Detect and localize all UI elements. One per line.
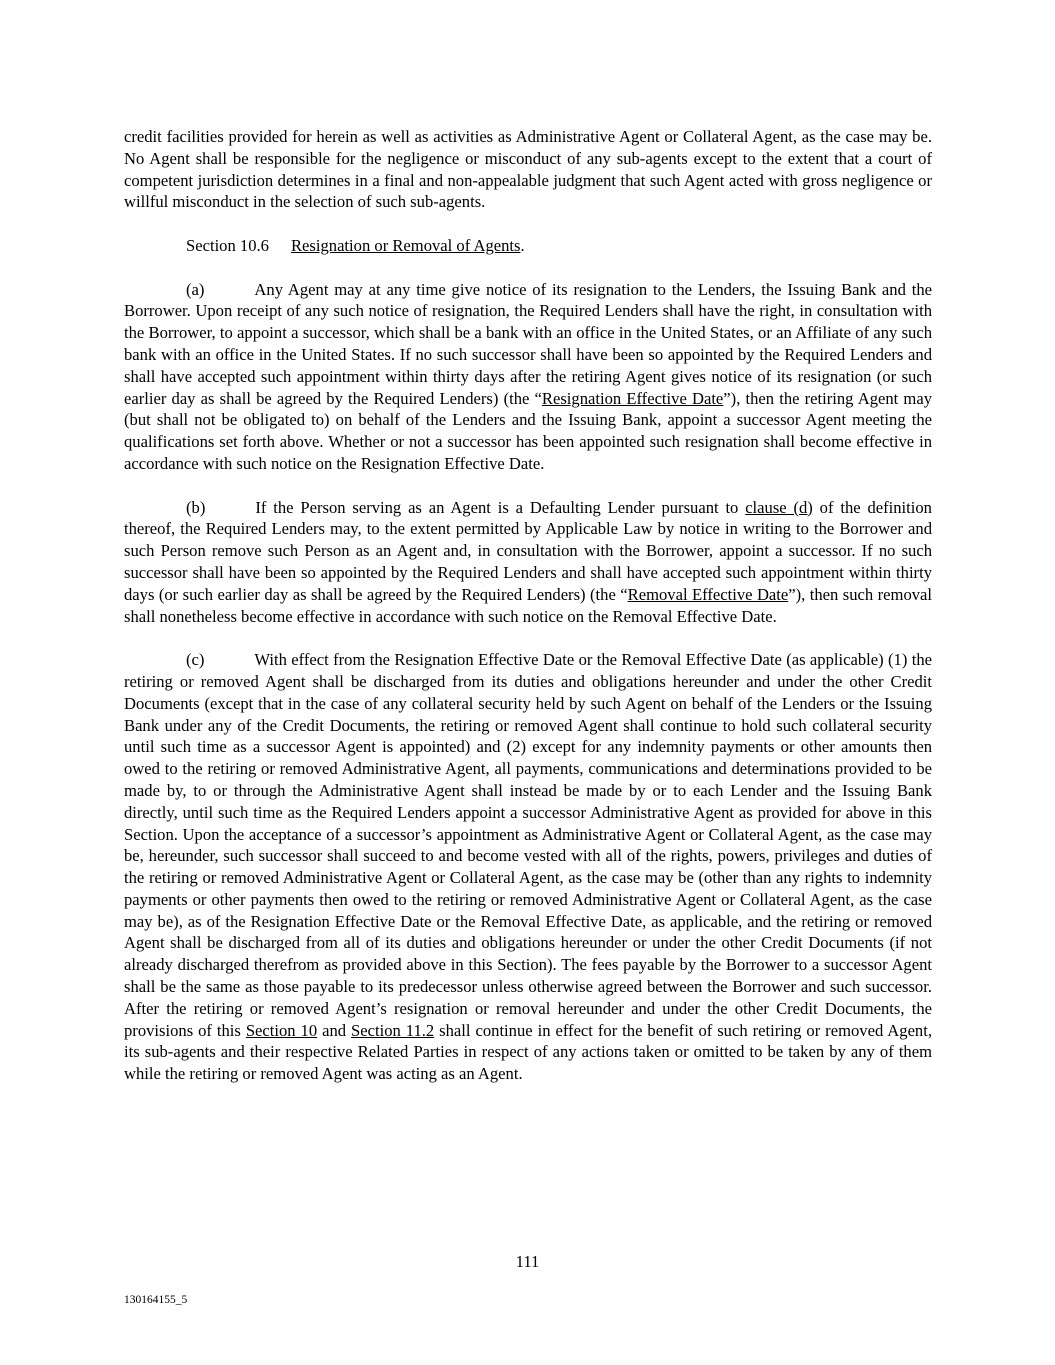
paragraph-c <box>124 649 932 1085</box>
paragraph-b-text-1: If the Person serving as an Agent is a Defaulting Lender pursuant to <box>255 497 746 517</box>
document-body <box>124 126 932 1085</box>
section-title-suffix: . <box>520 235 525 255</box>
section-title: Resignation or Removal of Agents <box>290 235 521 255</box>
paragraph-c-label: (c) <box>186 650 205 670</box>
section-11-2-reference: Section 11.2 <box>351 1020 435 1040</box>
continuation-text: credit facilities provided for herein as well as activities as Administrative Agent or Collateral Agent, as the case may be. No Agent shall be responsible for the negligence or misconduct of any sub-agents except to the extent that a court of competent jurisdiction determines in a final and non-appealable judgment that such Agent acted with gross negligence or willful misconduct in the selection of such sub-agents. <box>124 127 932 212</box>
section-heading <box>124 235 932 257</box>
section-number: Section 10.6 <box>186 235 269 255</box>
paragraph-c-text-1: With effect from the Resignation Effective Date or the Removal Effective Date (as applicable) (1) the retiring or removed Agent shall be discharged from its duties and obligations hereunder and under the other Credit Documents (except that in the case of any collateral security held by such Agent on behalf of the Lenders or the Issuing Bank under any of the Credit Documents, the retiring or removed Agent shall continue to hold such collateral security until such time as a successor Agent is appointed) and (2) except for any indemnity payments or other amounts then owed to the retiring or removed Administrative Agent, all payments, communications and determinations provided to be made by, to or through the Administrative Agent shall instead be made by or to each Lender and the Issuing Bank directly, until such time as the Required Lenders appoint a successor Administrative Agent as provided for above in this Section. Upon the acceptance of a successor’s appointment as Administrative Agent or Collateral Agent, as the case may be, hereunder, such successor shall succeed to and become vested with all of the rights, powers, privileges and duties of the retiring or removed Administrative Agent or Collateral Agent, as the case may be (other than any rights to indemnity payments or other payments then owed to the retiring or removed Administrative Agent or Collateral Agent, as the case may be), as of the Resignation Effective Date or the Removal Effective Date, as applicable, and the retiring or removed Agent shall be discharged from all of its duties and obligations hereunder or under the other Credit Documents (if not already discharged therefrom as provided above in this Section). The fees payable by the Borrower to a successor Agent shall be the same as those payable to its predecessor unless otherwise agreed between the Borrower and such successor. After the retiring or removed Agent’s resignation or removal hereunder and under the other Credit Documents, the provisions of this <box>124 650 932 1040</box>
paragraph-a-label: (a) <box>186 279 205 299</box>
page-number: 111 <box>515 1252 540 1271</box>
paragraph-b <box>124 497 932 628</box>
paragraph-c-text-2: and <box>317 1020 352 1040</box>
paragraph-c-text-3: shall continue in effect for the benefit of such retiring or removed Agent, its sub-agents and their respective Related Parties in respect of any actions taken or omitted to be taken by any of them while the retiring or removed Agent was acting as an Agent. <box>124 1020 932 1084</box>
defined-term-removal-effective-date: Removal Effective Date <box>627 584 789 604</box>
paragraph-b-label: (b) <box>186 497 206 517</box>
section-10-reference: Section 10 <box>245 1020 318 1040</box>
clause-d-reference: clause (d) <box>745 497 813 517</box>
paragraph-b-text-2: of the definition thereof, the Required Lenders may, to the extent permitted by Applicable Law by notice in writing to the Borrower and such Person remove such Person as an Agent and, in consultation with the Borrower, appoint a successor. If no such successor shall have been so appointed by the Required Lenders and shall have accepted such appointment within thirty days (or such earlier day as shall be agreed by the Required Lenders) (the “ <box>124 497 932 604</box>
paragraph-b-text-3: ”), then such removal shall nonetheless become effective in accordance with such notice on the Removal Effective Date. <box>124 584 933 626</box>
continuation-paragraph <box>124 126 932 213</box>
paragraph-a-text-2: ”), then the retiring Agent may (but shall not be obligated to) on behalf of the Lenders and the Issuing Bank, appoint a successor Agent meeting the qualifications set forth above. Whether or not a successor has been appointed such resignation shall become effective in accordance with such notice on the Resignation Effective Date. <box>124 388 932 473</box>
paragraph-a <box>124 279 932 475</box>
defined-term-resignation-effective-date: Resignation Effective Date <box>541 388 724 408</box>
document-id: 130164155_5 <box>124 1294 188 1306</box>
paragraph-a-text-1: Any Agent may at any time give notice of its resignation to the Lenders, the Issuing Bank and the Borrower. Upon receipt of any such notice of resignation, the Required Lenders shall have the right, in consultation with the Borrower, to appoint a successor, which shall be a bank with an office in the United States, or an Affiliate of any such bank with an office in the United States. If no such successor shall have been so appointed by the Required Lenders and shall have accepted such appointment within thirty days after the retiring Agent gives notice of its resignation (or such earlier day as shall be agreed by the Required Lenders) (the “ <box>124 279 932 408</box>
